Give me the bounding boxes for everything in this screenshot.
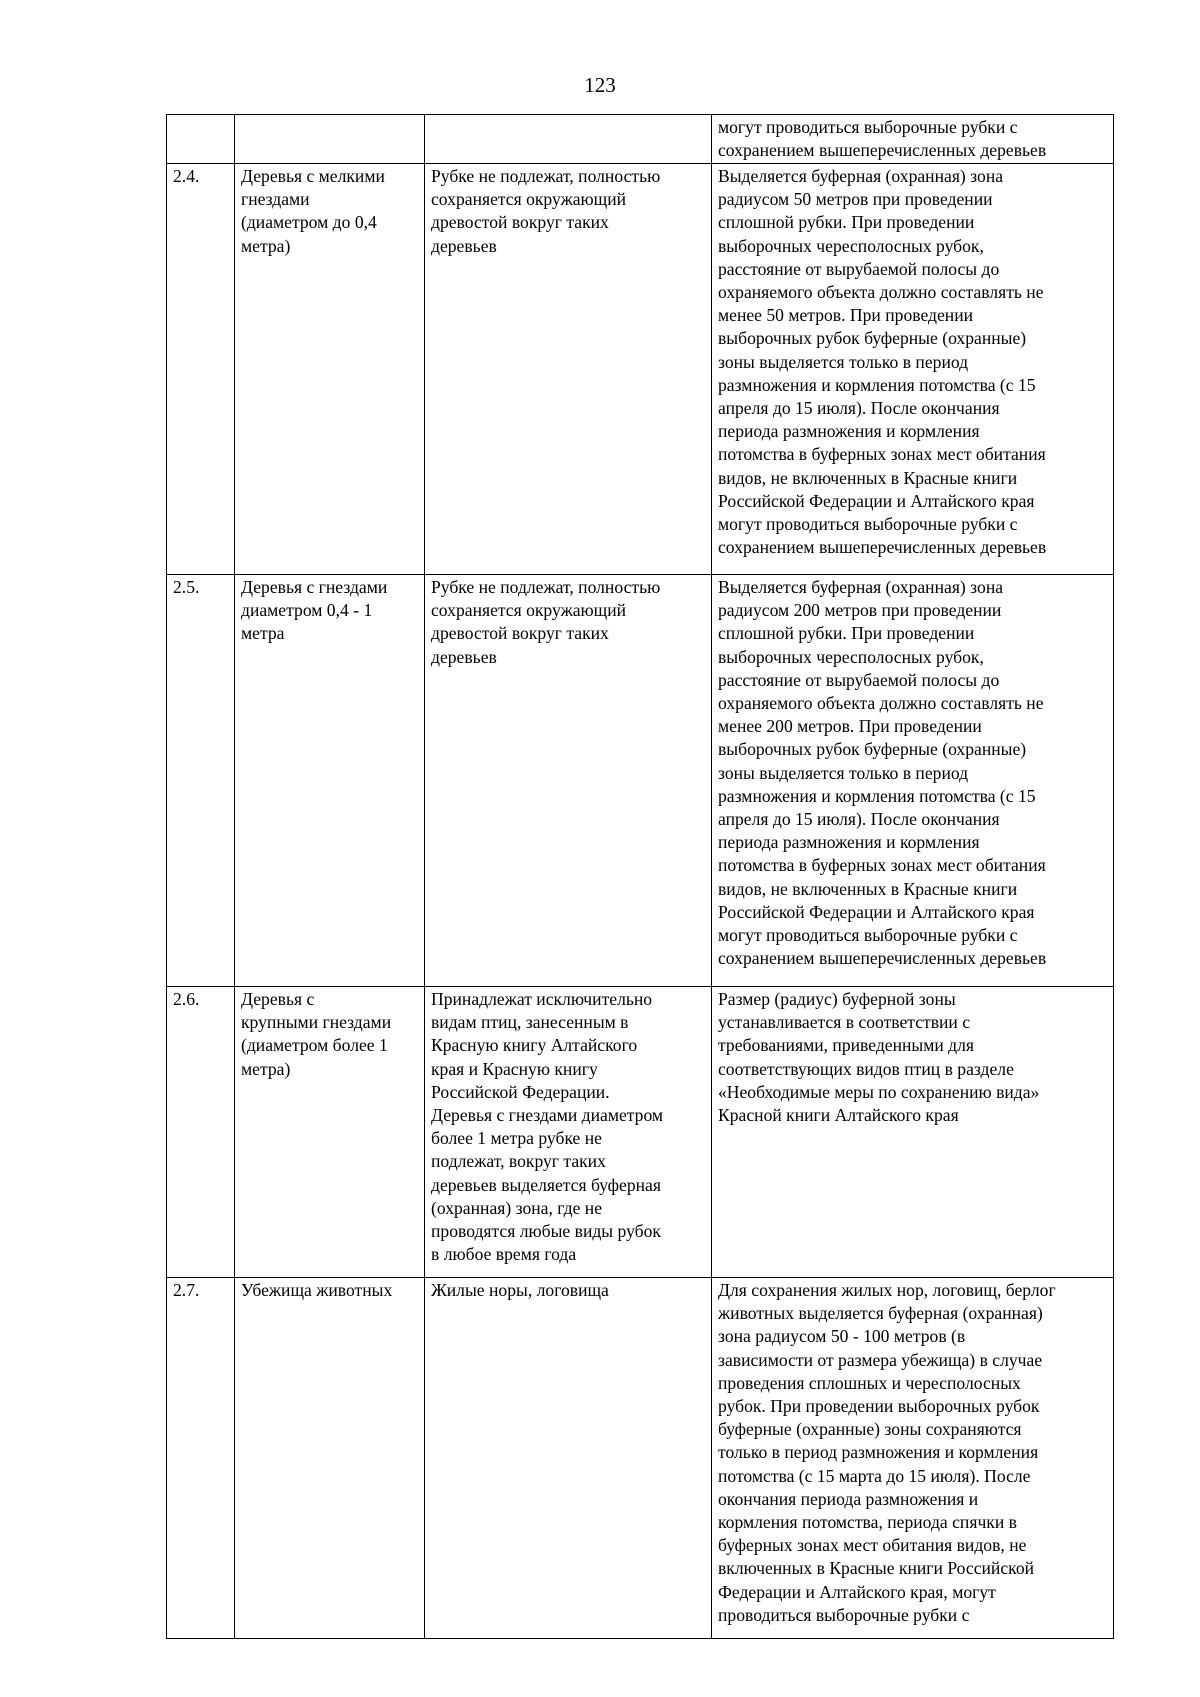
text-line: 2.7.	[173, 1280, 200, 1300]
measures-cell	[712, 987, 1114, 1278]
text-line: сохранением вышеперечисленных деревьев	[718, 140, 1047, 161]
text-line: Размер (радиус) буферной зоны	[718, 989, 956, 1009]
text-line: включенных в Красные книги Российской	[718, 1558, 1035, 1579]
measures-cell	[712, 115, 1114, 164]
table-body	[167, 115, 1114, 1639]
text-line: Российской Федерации и Алтайского края	[718, 490, 1035, 511]
text-line: проводятся любые виды рубок	[431, 1221, 661, 1242]
text-line: Федерации и Алтайского края, могут	[718, 1581, 996, 1602]
text-line: менее 50 метров. При проведении	[718, 305, 974, 326]
row-number-cell	[167, 164, 235, 575]
text-line: выборочных рубок буферные (охранные)	[718, 328, 1027, 349]
page-number: 123	[584, 73, 616, 97]
text-line: Принадлежат исключительно	[431, 989, 653, 1009]
text-line: сохранением вышеперечисленных деревьев	[718, 948, 1047, 969]
text-line: зависимости от размера убежища) в случае	[718, 1349, 1043, 1370]
text-line: (диаметром более 1	[241, 1035, 388, 1056]
text-line: (диаметром до 0,4	[241, 212, 377, 233]
text-line: в любое время года	[431, 1244, 577, 1265]
text-line: размножения и кормления потомства (с 15	[718, 374, 1036, 395]
text-line: радиусом 200 метров при проведении	[718, 600, 1002, 621]
requirement-cell	[425, 1278, 712, 1639]
requirement-cell	[425, 575, 712, 987]
text-line: проводиться выборочные рубки с	[718, 1604, 970, 1625]
text-line: Российской Федерации и Алтайского края	[718, 901, 1035, 922]
text-line: требованиями, приведенными для	[718, 1035, 975, 1056]
text-line: размножения и кормления потомства (с 15	[718, 785, 1036, 806]
text-line: Рубке не подлежат, полностью	[431, 577, 661, 597]
text-line: 2.5.	[173, 577, 200, 597]
text-line: рубок. При проведении выборочных рубок	[718, 1396, 1040, 1417]
text-line: Жилые норы, логовища	[431, 1280, 609, 1300]
habitat-protection-table	[166, 114, 1114, 1639]
text-line: менее 200 метров. При проведении	[718, 716, 982, 737]
text-line: зона радиусом 50 - 100 метров (в	[718, 1326, 966, 1347]
text-line: Выделяется буферная (охранная) зона	[718, 166, 1004, 186]
text-line: окончания периода размножения и	[718, 1488, 979, 1509]
table-row	[167, 115, 1114, 164]
text-line: 2.4.	[173, 166, 200, 186]
text-line: устанавливается в соответствии с	[718, 1012, 971, 1033]
row-number-cell	[167, 575, 235, 987]
text-line: расстояние от вырубаемой полосы до	[718, 258, 1000, 279]
text-line: потомства в буферных зонах мест обитания	[718, 444, 1046, 465]
text-line: видам птиц, занесенным в	[431, 1012, 629, 1033]
text-line: метра)	[241, 1058, 291, 1079]
text-line: Деревья с	[241, 989, 315, 1009]
text-line: деревьев	[431, 235, 497, 256]
text-line: диаметром 0,4 - 1	[241, 600, 373, 621]
text-line: подлежат, вокруг таких	[431, 1151, 606, 1172]
text-line: периода размножения и кормления	[718, 421, 980, 442]
text-line: Красную книгу Алтайского	[431, 1035, 638, 1056]
text-line: древостой вокруг таких	[431, 623, 609, 644]
text-line: видов, не включенных в Красные книги	[718, 467, 1018, 488]
text-line: охраняемого объекта должно составлять не	[718, 693, 1044, 714]
text-line: деревьев	[431, 646, 497, 667]
text-line: сохраняется окружающий	[431, 600, 627, 621]
text-line: края и Красную книгу	[431, 1058, 598, 1079]
text-line: только в период размножения и кормления	[718, 1442, 1039, 1463]
text-line: гнездами	[241, 189, 310, 210]
table-row	[167, 164, 1114, 575]
text-line: выборочных рубок буферные (охранные)	[718, 739, 1027, 760]
text-line: Убежища животных	[241, 1280, 393, 1300]
table-row	[167, 1278, 1114, 1639]
text-line: сплошной рубки. При проведении	[718, 623, 975, 644]
text-line: буферных зонах мест обитания видов, не	[718, 1535, 1027, 1556]
text-line: сохраняется окружающий	[431, 189, 627, 210]
text-line: периода размножения и кормления	[718, 832, 980, 853]
text-line: расстояние от вырубаемой полосы до	[718, 669, 1000, 690]
text-line: могут проводиться выборочные рубки с	[718, 117, 1018, 137]
text-line: могут проводиться выборочные рубки с	[718, 514, 1018, 535]
text-line: древостой вокруг таких	[431, 212, 609, 233]
text-line: соответствующих видов птиц в разделе	[718, 1058, 1014, 1079]
text-line: Российской Федерации.	[431, 1081, 610, 1102]
text-line: кормления потомства, периода спячки в	[718, 1512, 1017, 1533]
text-line: более 1 метра рубке не	[431, 1128, 602, 1149]
text-line: (охранная) зона, где не	[431, 1197, 602, 1218]
text-line: крупными гнездами	[241, 1012, 392, 1033]
text-line: охраняемого объекта должно составлять не	[718, 282, 1044, 303]
text-line: животных выделяется буферная (охранная)	[718, 1303, 1043, 1324]
text-line: 2.6.	[173, 989, 200, 1009]
object-cell	[235, 115, 425, 164]
text-line: апреля до 15 июля). После окончания	[718, 398, 1000, 419]
text-line: метра)	[241, 235, 291, 256]
text-line: метра	[241, 623, 285, 644]
text-line: «Необходимые меры по сохранению вида»	[718, 1081, 1040, 1102]
text-line: зоны выделяется только в период	[718, 351, 969, 372]
text-line: выборочных чересполосных рубок,	[718, 646, 984, 667]
object-cell	[235, 987, 425, 1278]
requirement-cell	[425, 164, 712, 575]
text-line: Деревья с мелкими	[241, 166, 385, 186]
text-line: Деревья с гнездами диаметром	[431, 1105, 664, 1126]
text-line: сплошной рубки. При проведении	[718, 212, 975, 233]
text-line: деревьев выделяется буферная	[431, 1174, 661, 1195]
text-line: могут проводиться выборочные рубки с	[718, 925, 1018, 946]
text-line: Деревья с гнездами	[241, 577, 388, 597]
row-number-cell	[167, 1278, 235, 1639]
requirement-cell	[425, 115, 712, 164]
text-line: Выделяется буферная (охранная) зона	[718, 577, 1004, 597]
text-line: потомства (с 15 марта до 15 июля). После	[718, 1465, 1031, 1486]
text-line: выборочных чересполосных рубок,	[718, 235, 984, 256]
object-cell	[235, 1278, 425, 1639]
text-line: зоны выделяется только в период	[718, 762, 969, 783]
text-line: Рубке не подлежат, полностью	[431, 166, 661, 186]
table-row	[167, 575, 1114, 987]
row-number-cell	[167, 115, 235, 164]
text-line: Для сохранения жилых нор, логовищ, берлог	[718, 1280, 1056, 1300]
object-cell	[235, 164, 425, 575]
measures-cell	[712, 164, 1114, 575]
text-line: проведения сплошных и чересполосных	[718, 1372, 1021, 1393]
requirement-cell	[425, 987, 712, 1278]
text-line: радиусом 50 метров при проведении	[718, 189, 993, 210]
text-line: потомства в буферных зонах мест обитания	[718, 855, 1046, 876]
measures-cell	[712, 1278, 1114, 1639]
text-line: Красной книги Алтайского края	[718, 1105, 959, 1126]
measures-cell	[712, 575, 1114, 987]
text-line: сохранением вышеперечисленных деревьев	[718, 537, 1047, 558]
object-cell	[235, 575, 425, 987]
text-line: буферные (охранные) зоны сохраняются	[718, 1419, 1022, 1440]
table-row	[167, 987, 1114, 1278]
text-line: видов, не включенных в Красные книги	[718, 878, 1018, 899]
row-number-cell	[167, 987, 235, 1278]
text-line: апреля до 15 июля). После окончания	[718, 809, 1000, 830]
